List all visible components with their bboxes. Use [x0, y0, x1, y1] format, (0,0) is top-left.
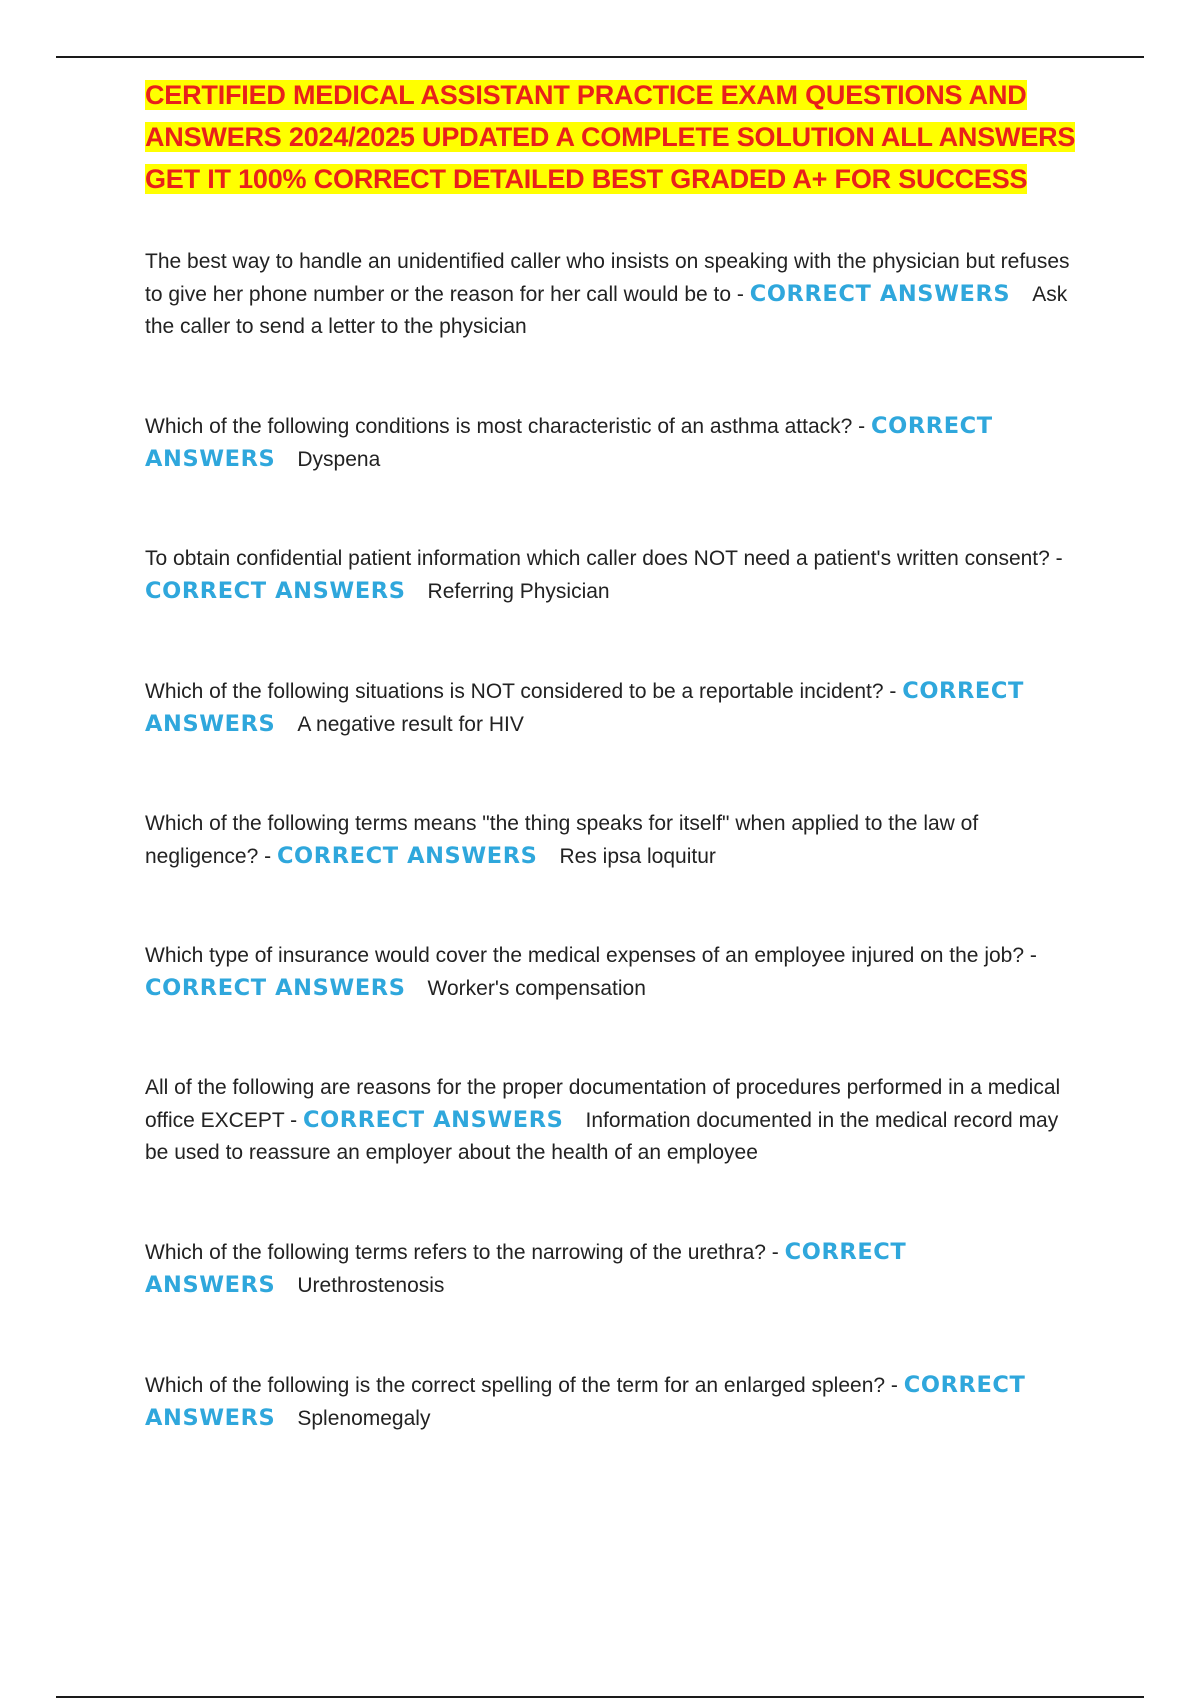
qa-item [145, 543, 1085, 608]
document-title-text: CERTIFIED MEDICAL ASSISTANT PRACTICE EXAM QUESTIONS AND ANSWERS 2024/2025 UPDATED A COMPLETE SOLUTION ALL ANSWERS GET IT 100% CORRECT DETAILED BEST GRADED A+ FOR SUCCESS [145, 80, 1076, 194]
correct-answers-label: CORRECT ANSWERS [145, 413, 993, 472]
correct-answers-label: CORRECT ANSWERS [145, 1239, 907, 1298]
answer-text: Urethrostenosis [297, 1274, 445, 1297]
answer-text: A negative result for HIV [297, 713, 524, 736]
answer-text: Referring Physician [427, 580, 610, 603]
correct-answers-label: CORRECT ANSWERS [276, 843, 538, 869]
correct-answers-label: CORRECT ANSWERS [749, 281, 1011, 307]
question-text: Which of the following situations is NOT considered to be a reportable incident? - [145, 680, 897, 703]
qa-item [145, 808, 1085, 873]
qa-item [145, 410, 1085, 476]
question-text: Which type of insurance would cover the medical expenses of an employee injured on the job? - [145, 944, 1037, 967]
answer-text: Splenomegaly [297, 1407, 431, 1430]
question-text: Which of the following conditions is most characteristic of an asthma attack? - [145, 415, 866, 438]
qa-item [145, 940, 1085, 1005]
correct-answers-label: CORRECT ANSWERS [145, 1372, 1026, 1431]
qa-item [145, 1369, 1085, 1435]
question-text: Which of the following is the correct spelling of the term for an enlarged spleen? - [145, 1374, 898, 1397]
qa-item [145, 675, 1085, 741]
question-text: To obtain confidential patient information which caller does NOT need a patient's written consent? - [145, 547, 1063, 570]
top-rule [56, 56, 1144, 58]
qa-item [145, 1072, 1085, 1169]
correct-answers-label: CORRECT ANSWERS [302, 1107, 564, 1133]
answer-text: Worker's compensation [427, 977, 646, 1000]
question-text: Which of the following terms refers to the narrowing of the urethra? - [145, 1241, 779, 1264]
answer-text: Res ipsa loquitur [559, 845, 716, 868]
question-text: Which of the following terms means "the thing speaks for itself" when applied to the law of negligence? - [145, 812, 979, 868]
document-body [145, 74, 1085, 1502]
bottom-rule [56, 1696, 1144, 1698]
document-title [145, 74, 1085, 200]
answer-text: Ask the caller to send a letter to the physician [145, 283, 1068, 338]
correct-answers-label: CORRECT ANSWERS [145, 578, 406, 604]
question-text: All of the following are reasons for the proper documentation of procedures performed in a medical office EXCEPT - [145, 1076, 1061, 1132]
qa-item [145, 246, 1085, 343]
qa-item [145, 1236, 1085, 1302]
correct-answers-label: CORRECT ANSWERS [145, 678, 1024, 737]
answer-text: Dyspena [297, 448, 381, 471]
question-text: The best way to handle an unidentified caller who insists on speaking with the physician but refuses to give her phone number or the reason for her call would be to - [145, 250, 1070, 306]
answer-text: Information documented in the medical record may be used to reassure an employer about the health of an employee [145, 1109, 1059, 1164]
correct-answers-label: CORRECT ANSWERS [145, 975, 406, 1001]
